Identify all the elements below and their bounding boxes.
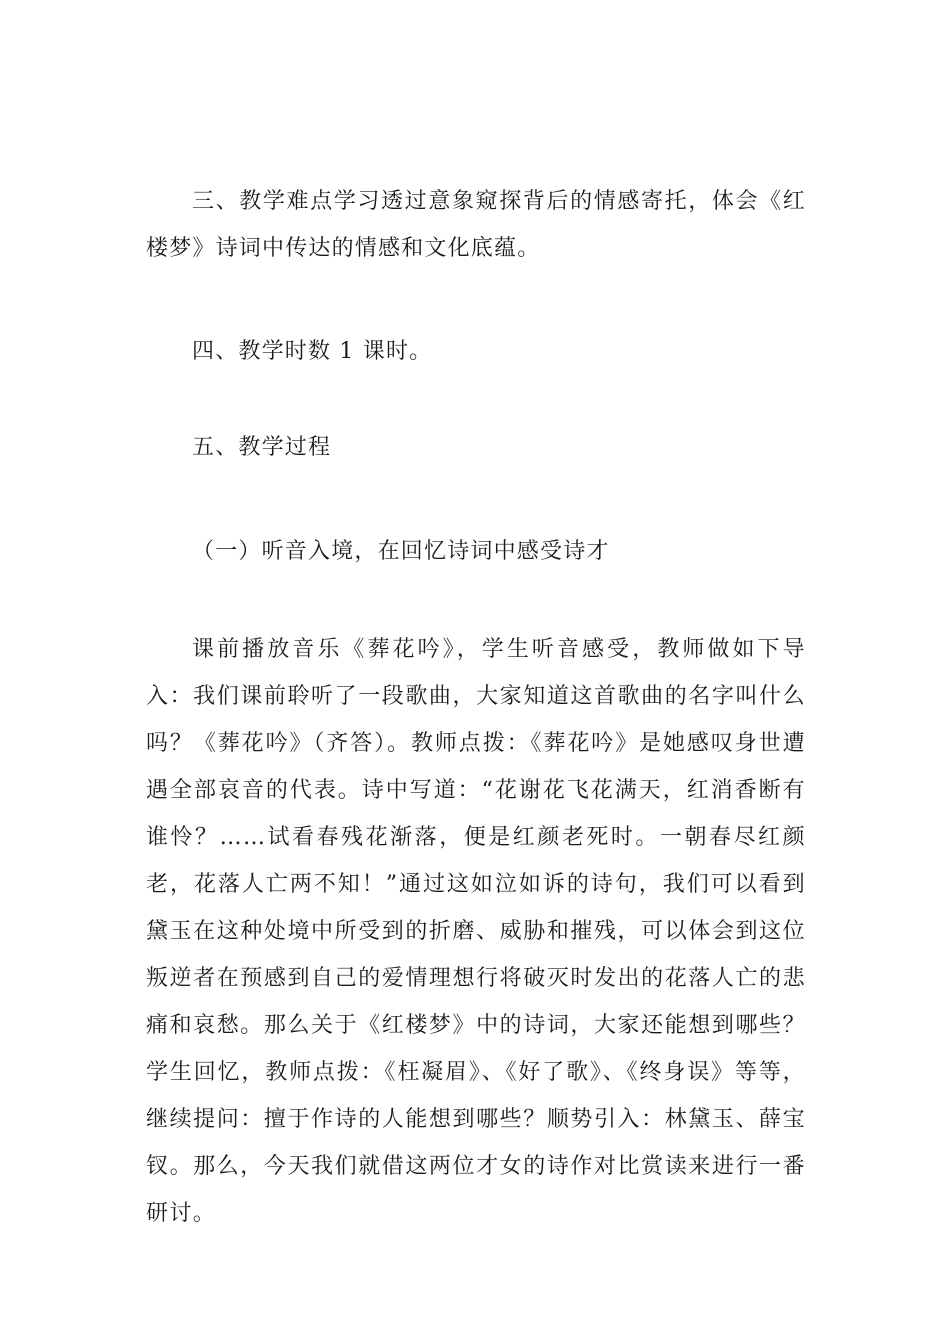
paragraph-teaching-difficulty: 三、教学难点学习透过意象窥探背后的情感寄托，体会《红楼梦》诗词中传达的情感和文化底蕴。 [146,189,806,261]
section-heading-teaching-process: 五、教学过程 [192,435,332,460]
subsection-heading-1: （一）听音入境，在回忆诗词中感受诗才 [192,539,610,564]
paragraph-introduction: 课前播放音乐《葬花吟》，学生听音感受，教师做如下导入：我们课前聆听了一段歌曲，大家知道这首歌曲的名字叫什么吗？《葬花吟》（齐答）。教师点拨：《葬花吟》是她感叹身世遭遇全部哀音的代表。诗中写道：“花谢花飞花满天，红消香断有谁怜？……试看春残花渐落，便是红颜老死时。一朝春尽红颜老，花落人亡两不知！”通过这如泣如诉的诗句，我们可以看到黛玉在这种处境中所受到的折磨、威胁和摧残，可以体会到这位叛逆者在预感到自己的爱情理想行将破灭时发出的花落人亡的悲痛和哀愁。那么关于《红楼梦》中的诗词，大家还能想到哪些？学生回忆，教师点拨：《枉凝眉》、《好了歌》、《终身误》等等，继续提问：擅于作诗的人能想到哪些？顺势引入：林黛玉、薛宝钗。那么，今天我们就借这两位才女的诗作对比赏读来进行一番研讨。 [146,637,806,1226]
paragraph-teaching-hours: 四、教学时数 1 课时。 [192,339,433,364]
